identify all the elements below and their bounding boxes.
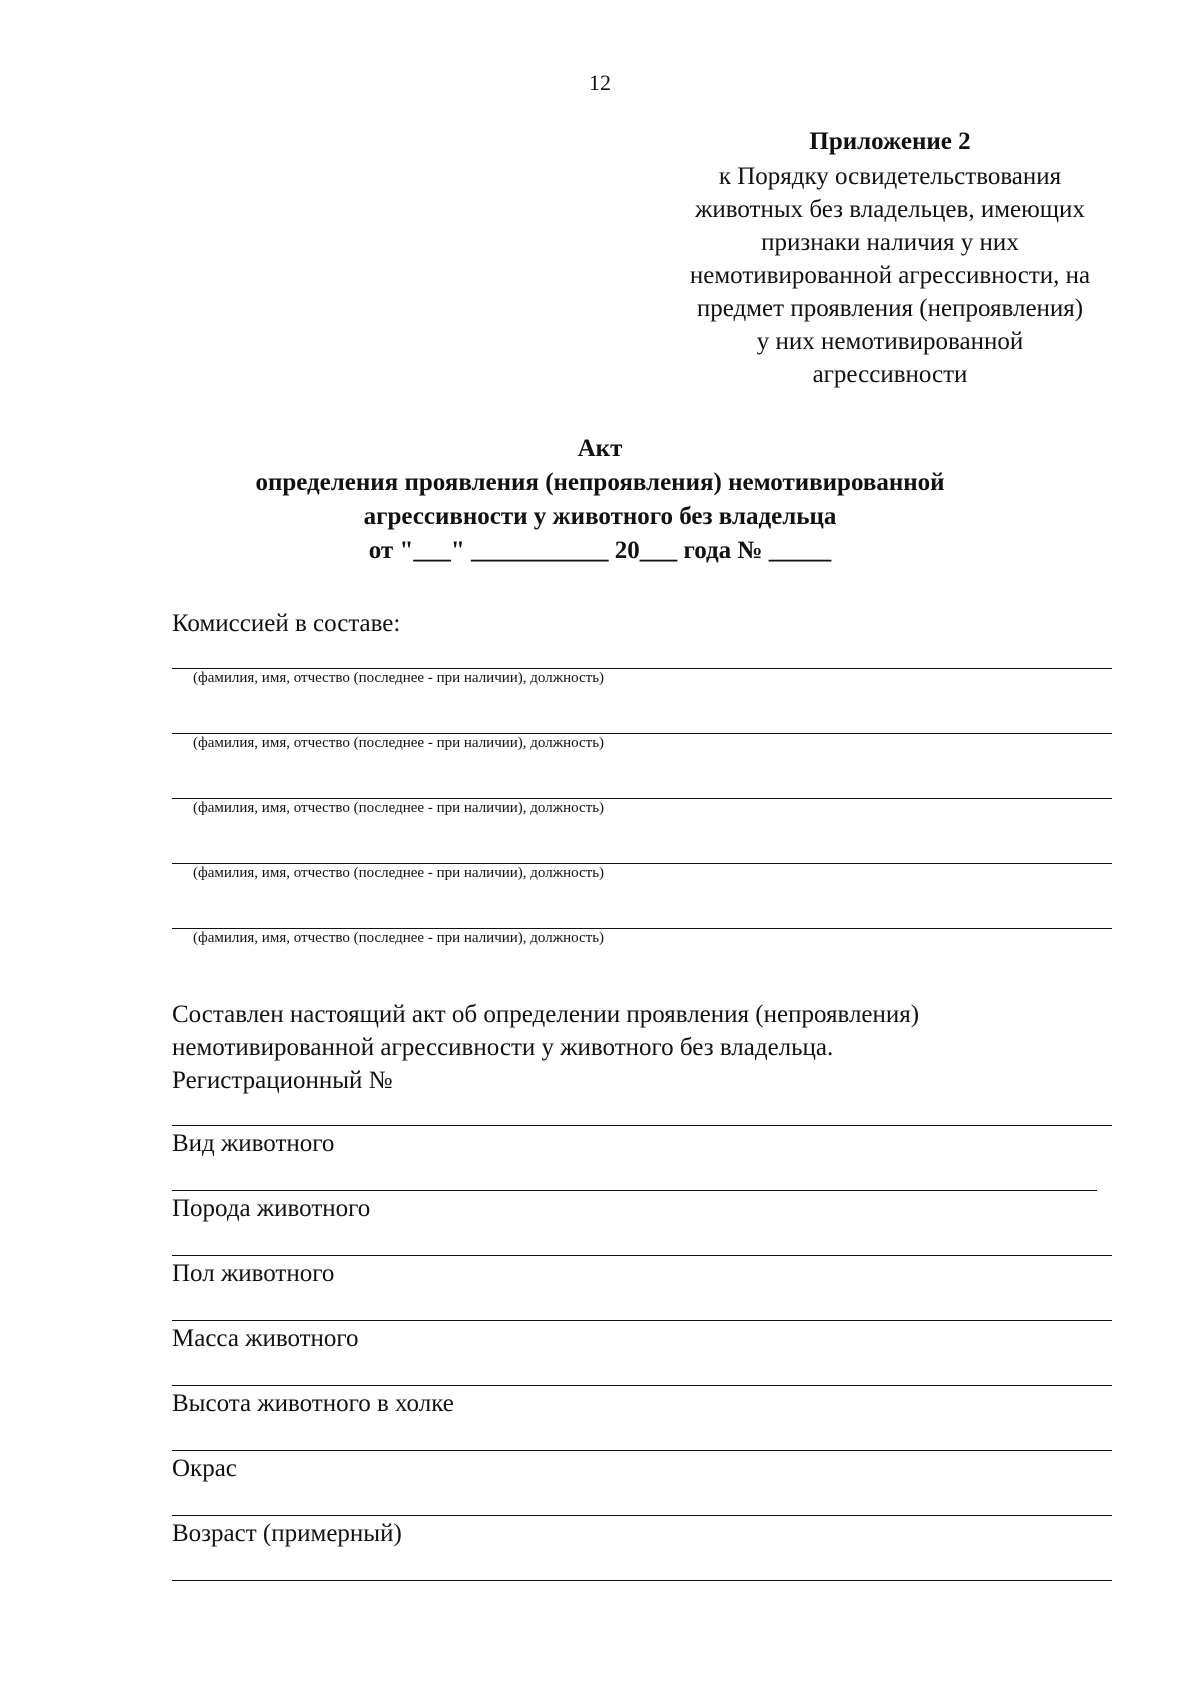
member-caption: (фамилия, имя, отчество (последнее - при наличии), должность): [193, 865, 605, 881]
member-caption: (фамилия, имя, отчество (последнее - при наличии), должность): [193, 735, 605, 751]
field-label-sex: Пол животного: [172, 1260, 335, 1287]
appendix-subtitle-line: признаки наличия у них: [761, 229, 1019, 256]
act-title: Акт: [577, 435, 623, 462]
appendix-heading: Приложение 2: [809, 128, 971, 155]
appendix-subtitle-line: предмет проявления (непроявления): [696, 295, 1084, 322]
member-caption: (фамилия, имя, отчество (последнее - при наличии), должность): [193, 930, 605, 946]
field-label-age: Возраст (примерный): [172, 1520, 402, 1547]
member-signature-line[interactable]: [172, 668, 1112, 669]
field-label-species: Вид животного: [172, 1130, 335, 1157]
statement-line: Составлен настоящий акт об определении проявления (непроявления): [172, 1001, 920, 1028]
appendix-subtitle-line: к Порядку освидетельствования: [718, 163, 1062, 190]
statement-line: Регистрационный №: [172, 1067, 393, 1094]
act-date-number-line: от "___" ___________ 20___ года № _____: [368, 537, 832, 564]
field-label-breed: Порода животного: [172, 1195, 371, 1222]
member-signature-line[interactable]: [172, 798, 1112, 799]
appendix-subtitle-line: животных без владельцев, имеющих: [695, 196, 1085, 223]
appendix-subtitle-line: у них немотивированной: [756, 328, 1024, 355]
act-subtitle-line: определения проявления (непроявления) немотивированной: [255, 469, 945, 496]
member-caption: (фамилия, имя, отчество (последнее - при наличии), должность): [193, 670, 605, 686]
member-signature-line[interactable]: [172, 733, 1112, 734]
appendix-subtitle-line: немотивированной агрессивности, на: [689, 262, 1091, 289]
member-signature-line[interactable]: [172, 863, 1112, 864]
member-caption: (фамилия, имя, отчество (последнее - при наличии), должность): [193, 800, 605, 816]
field-label-height: Высота животного в холке: [172, 1390, 454, 1417]
member-signature-line[interactable]: [172, 928, 1112, 929]
page-number: 12: [589, 70, 611, 95]
field-line-species[interactable]: [172, 1190, 1097, 1191]
field-line-weight[interactable]: [172, 1385, 1112, 1386]
field-line-color[interactable]: [172, 1515, 1112, 1516]
act-title-block: [0, 432, 1200, 568]
commission-label: Комиссией в составе:: [172, 610, 401, 637]
appendix-subtitle-line: агрессивности: [812, 361, 968, 388]
field-label-weight: Масса животного: [172, 1325, 359, 1352]
appendix-subtitle: [655, 160, 1125, 391]
statement-paragraph: [172, 998, 1112, 1097]
registration-number-line[interactable]: [172, 1125, 1112, 1126]
field-line-age[interactable]: [172, 1580, 1112, 1581]
field-line-sex[interactable]: [172, 1320, 1112, 1321]
field-label-color: Окрас: [172, 1455, 237, 1482]
act-subtitle-line: агрессивности у животного без владельца: [363, 503, 837, 530]
statement-line: немотивированной агрессивности у животного без владельца.: [172, 1034, 834, 1061]
field-line-breed[interactable]: [172, 1255, 1112, 1256]
field-line-height[interactable]: [172, 1450, 1112, 1451]
